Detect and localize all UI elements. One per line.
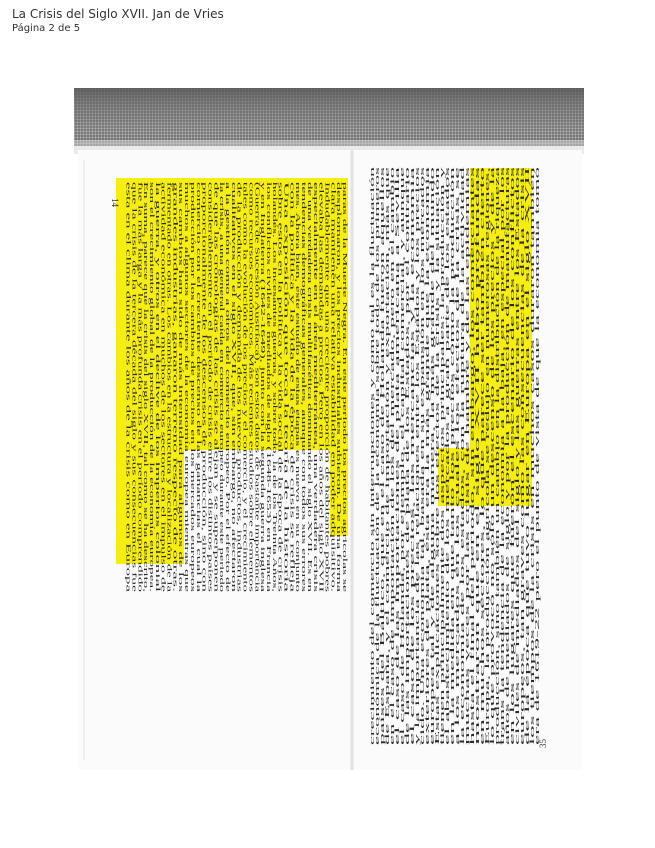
right-page-line-29: en los lugares que fueron el escenario de los conflictos [510,613,516,745]
right-page-line-9: el caso de los precios, las mercancías y la economía [410,620,416,745]
left-page-line-17: como recursos económicos. Más recientes estudios sobre elementos [247,182,255,350]
right-page-line-6: el caso de las importaciones de plata americana a Sevilla [395,608,401,745]
left-page-line-23: de que las cronologías de las crisis se alejan y se superponen [212,182,220,333]
right-page-line-16: el abastecimiento de los mercados a gran parte de los estados [445,598,451,745]
right-page [369,164,548,748]
right-page-line-31: europeos, tan graves como las consecuencias de la crisis [520,609,526,745]
left-page-line-7: de una verdadera crisis multifacética dominando el siglo XVII. Es en [305,182,313,353]
left-page-line-8: tendencias demográficas generales, aunque con todos sus errores [300,182,308,343]
left-page-line-19: de la producción y demanda de los nuevos productos, industrias [235,182,243,341]
left-page-line-25: proporcionalmente de los descensos de producción, sino con [200,182,208,332]
right-page-line-10: y la importancia de las relaciones entre los Estados y los precios [415,590,421,745]
left-page-line-26: comercio con el creciente descenso de las ganancias el cual la [194,182,202,335]
left-page-line-3: clara mantienen una relativa estabilidad en poder adquisitivo. [329,182,337,334]
scan-top-band [74,88,584,154]
right-page-line-3: países del Báltico, que en el caso de Holanda fueron aquellos [380,598,386,745]
right-page-line-25: lo que provocó no sólo un descenso de los precios y de la [490,607,496,745]
left-page-line-16: (Guerra de Sucesión Austríaca), son estos datos de bastante importancia [253,182,261,361]
right-page-line-11: cido. Una economía tal, basada en su expansión en los mercados [420,590,426,745]
left-page-line-13: holandés. Los incesantes guerras, y sobre todo, la de los Treinta Años, [270,182,278,356]
left-page-number: 14 [110,198,120,207]
left-page-line-29: sus cambios han sido de más intensidad para algunos de los [177,182,185,330]
right-page-line-1: crecimiento del comercio sin interrupciones y como tal es la fluctuación [370,572,376,745]
right-page-line-13: europea tal y de alguna manera, la más grande del mundo [430,606,436,745]
left-page-line-15: y en Inglaterra (1642-1649), junto con la segunda guerra inglesa [259,182,267,342]
right-page-line-32: de la época que tuvo lugar en Europa en el siglo XVII [525,615,531,745]
page-indicator: Página 2 de 5 [12,23,81,34]
left-page-line-9: mes. Ahora bien, este estudio de estas etapas es nuevo en su conjunto [294,182,302,354]
right-page-line-19: la economía de los estados, con la ruptura de la actividad [460,608,466,745]
left-page-line-18: tales como la evolución de los precios y el comercio, y el crecimiento [241,182,249,355]
left-page-line-22: la crisis, a una general caída en comercio europeo durante este periodo [218,182,226,357]
left-page-line-28: muchos a algunos sectores de la economía europea mientras que [183,182,191,342]
right-page-line-20: muchas veces por las crisis de hambre y de las epidemias [465,607,471,745]
right-page-line-30: civiles de mediados del siglo y las guerras entre los Estados [515,601,521,745]
right-page-line-12: exteriores de plata, ésta era la más grande que la economía [425,604,431,745]
right-page-line-7: el caso de Holanda, por ejemplo, el capital comercial, y aunque [400,592,406,745]
right-page-line-15: tienen principalmente dos aspectos principales: la producción y [440,592,446,745]
left-page-line-37: que la crisis de la tercera década del siglo y sus consecuencias fue [130,182,138,346]
left-page-line-24: considerablemente en el periodo de crisis entre los distintos países [206,182,214,347]
left-page-line-5: elevaba las demandas a precios. Pero en los años del siglo XVII [317,182,325,341]
document-title: La Crisis del Siglo XVII. Jan de Vries [12,7,224,21]
left-page-line-14: los conflictos civiles de mediados de siglo (1648-1653) en Francia [264,182,272,347]
left-page-line-4: Indudablemente que una creciente proporción de habitantes pobres [323,182,331,348]
left-page-line-21: a la gestión como a otros del comercio europeo. Por el efecto de [224,182,231,341]
right-page-line-27: trans la tendencia de la economía a la baja, en especial por los [500,596,506,745]
right-page-line-17: en la medida en que tanto los precios como la producción [450,607,456,745]
left-page-line-27: producción por los cambios de precios en los mercados europeos [188,182,196,343]
left-page-line-6: especialmente en el área mediterránea, una verdadera crisis [311,182,319,329]
left-page-line-32: actividad económica en muchos de los sectores en el impulso de [159,182,167,342]
left-page-line-31: fermentado en otras. Los cambios en la estructura y localización de la [165,182,173,355]
left-page-line-36: fue la más larga y la más profunda crisis en el período comprendido [136,182,144,350]
right-page-line-24: Europa, la producción agrícola se redujo en numerosas regiones, [485,590,491,745]
right-page-line-23: en muchos sectores, lo que parece ser también cierto [480,618,486,745]
right-page-line-21: hasta el final del periodo, sin embargo, los comerciantes [470,610,476,745]
right-page-line-28: años de mediados de siglo y por la producción de manufacturas [505,592,511,745]
right-page-line-34: era de 1619-22 pero el punto de vista de que la economía tomó [535,594,541,745]
right-page-line-4: de España, y el comercio de importación y exportación, más que [385,590,391,745]
right-page-text-block [369,164,541,745]
right-page-number: 35 [538,739,548,748]
right-page-line-2: económica de la fluctuación de la economía sobre todo de los primeros [375,574,381,745]
right-page-line-8: de las importaciones de plata de los Estados, por el contrario [405,599,411,745]
left-page-line-10: con la política y la vida de la época de crisis se refleja [288,182,296,316]
left-page-line-38: esta en el clima durante los años de la crisis como en Europa [124,182,132,333]
left-page-line-34: son el crecimiento global de la producción de la economía europea. [147,182,155,349]
left-page-line-2: desplomaron, y los precios industriales subieron. De una forma [335,182,343,339]
left-page-line-1: paras de la Muerte Negra. En este periodo los precios agricolas se [341,182,348,345]
left-page-line-11: Una exposición que toca la teoría de la historia [282,182,290,299]
left-page [110,178,348,594]
left-page-text-block [125,182,348,594]
left-page-line-20: cualitativos en el siglo XVII, que, sin embargo, no afectaron [229,182,237,332]
left-page-line-33: la guerra, y otros en el declive de los imperios colonial [153,182,161,318]
left-page-line-35: En suma, parece que la crisis del siglo XVII, tal como se ha descrito, [142,182,150,353]
right-page-line-22: mostraron que en el siglo XVII hubo profundas [475,631,481,745]
right-page-line-5: en el caso de importación de los del mercado, pero en el cambio [390,591,396,745]
right-page-line-26: producción, sino también un cambio en la distribución de la riqueza [495,582,501,745]
right-page-line-14: Estas explicaciones sobre los efectos de la crisis y la situación [435,596,441,745]
left-page-line-30: grandes industrias, ganaron terreno respecto de otras. [171,182,179,314]
right-page-line-18: a los mercados en los cuales los efectos de la crisis se [455,616,461,745]
left-page-line-12: sobre estos en la política y la vida social de la época de crisis [276,182,284,334]
right-page-line-33: los tiempos de la crisis en muchos casos duraron también [530,607,536,745]
